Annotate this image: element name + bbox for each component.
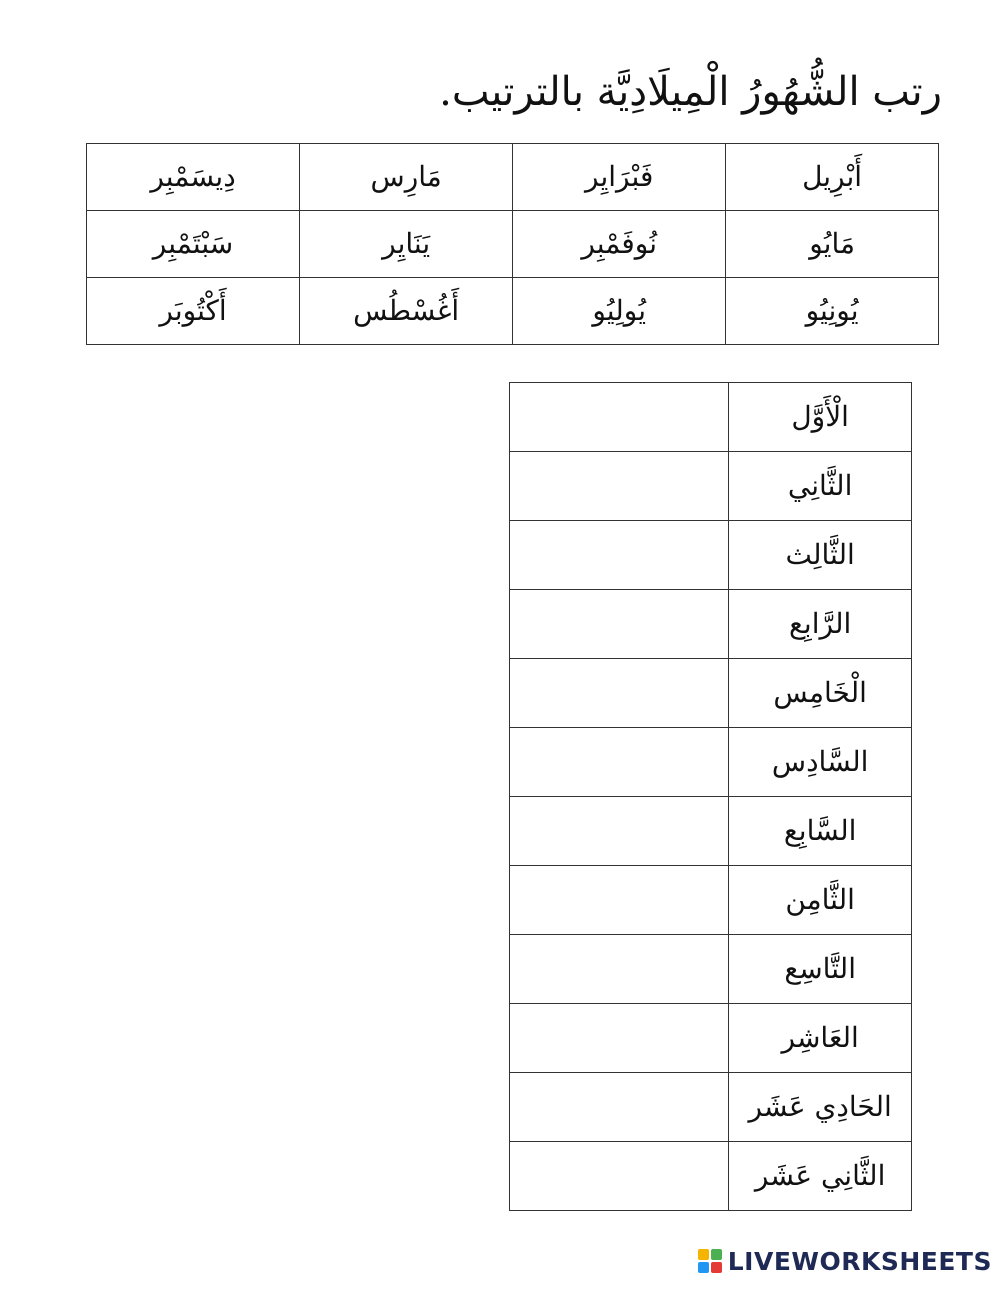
ordinal-label: الْأَوَّل (729, 383, 912, 452)
logo-square (698, 1249, 709, 1260)
order-row (510, 383, 912, 452)
month-cell[interactable]: يَنَايِر (300, 211, 513, 278)
answer-box[interactable] (510, 521, 729, 590)
worksheet-title: رتب الشُّهُورُ الْمِيلَادِيَّة بالترتيب. (439, 69, 942, 115)
months-row (87, 211, 939, 278)
ordinal-label: الثَّانِي عَشَر (729, 1142, 912, 1211)
order-row (510, 728, 912, 797)
ordinal-label: العَاشِر (729, 1004, 912, 1073)
ordinal-label: الثَّامِن (729, 866, 912, 935)
order-row (510, 866, 912, 935)
month-cell[interactable]: مَايُو (726, 211, 939, 278)
month-cell[interactable]: فَبْرَايِر (513, 144, 726, 211)
answer-box[interactable] (510, 1142, 729, 1211)
month-cell[interactable]: يُولِيُو (513, 278, 726, 345)
answer-box[interactable] (510, 1004, 729, 1073)
answer-box[interactable] (510, 383, 729, 452)
order-row (510, 452, 912, 521)
order-row (510, 659, 912, 728)
order-row (510, 1004, 912, 1073)
answer-box[interactable] (510, 590, 729, 659)
answer-box[interactable] (510, 659, 729, 728)
ordinal-label: السَّابِع (729, 797, 912, 866)
ordinal-label: الحَادِي عَشَر (729, 1073, 912, 1142)
month-cell[interactable]: أَبْرِيل (726, 144, 939, 211)
ordinal-label: التَّاسِع (729, 935, 912, 1004)
answer-box[interactable] (510, 935, 729, 1004)
logo-icon (698, 1249, 722, 1273)
month-cell[interactable]: دِيسَمْبِر (87, 144, 300, 211)
month-cell[interactable]: مَارِس (300, 144, 513, 211)
month-cell[interactable]: سَبْتَمْبِر (87, 211, 300, 278)
month-cell[interactable]: أَغُسْطُس (300, 278, 513, 345)
answer-box[interactable] (510, 452, 729, 521)
month-cell[interactable]: نُوفَمْبِر (513, 211, 726, 278)
order-row (510, 590, 912, 659)
order-row (510, 1142, 912, 1211)
logo-square (711, 1249, 722, 1260)
month-cell[interactable]: أَكْتُوبَر (87, 278, 300, 345)
answer-box[interactable] (510, 797, 729, 866)
months-row (87, 144, 939, 211)
order-table (509, 382, 912, 1211)
ordinal-label: السَّادِس (729, 728, 912, 797)
answer-box[interactable] (510, 1073, 729, 1142)
ordinal-label: الرَّابِع (729, 590, 912, 659)
ordinal-label: الْخَامِس (729, 659, 912, 728)
order-row (510, 797, 912, 866)
months-row (87, 278, 939, 345)
ordinal-label: الثَّالِث (729, 521, 912, 590)
order-row (510, 1073, 912, 1142)
ordinal-label: الثَّانِي (729, 452, 912, 521)
answer-box[interactable] (510, 728, 729, 797)
answer-box[interactable] (510, 866, 729, 935)
order-row (510, 521, 912, 590)
logo-square (698, 1262, 709, 1273)
months-table (86, 143, 939, 345)
logo-text: LIVEWORKSHEETS (727, 1246, 992, 1276)
order-row (510, 935, 912, 1004)
liveworksheets-logo[interactable] (698, 1243, 992, 1279)
month-cell[interactable]: يُونِيُو (726, 278, 939, 345)
logo-square (711, 1262, 722, 1273)
